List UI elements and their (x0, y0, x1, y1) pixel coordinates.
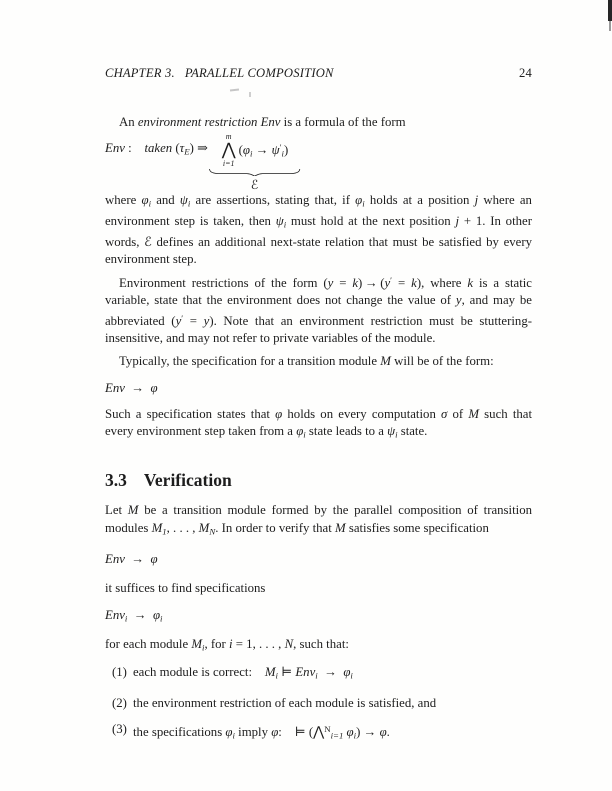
item-number: (3) (112, 722, 127, 736)
formula-braced-group (208, 133, 301, 192)
wedge-upper-limit: m (225, 131, 232, 141)
script-e-label: ℰ (250, 176, 259, 192)
formula-env-implies-phi-2: Env → φ (105, 551, 158, 566)
n-ary-and-icon: ⋀ (221, 139, 236, 160)
wedge-lower-limit: i=1 (222, 158, 235, 168)
list-item-3 (105, 721, 532, 745)
item-text: each module is correct: Mi ⊨ Envi → φi (133, 664, 353, 680)
running-head (105, 66, 532, 81)
chapter-title: PARALLEL COMPOSITION (184, 66, 334, 80)
running-head-chapter (105, 66, 334, 81)
formula-env-body: (φi → ψ′i) (238, 141, 289, 159)
list-item-2 (105, 695, 532, 713)
paragraph-env-restriction-intro: An environment restriction Env is a formula of the form (119, 115, 406, 129)
list-item-1 (105, 664, 532, 685)
scan-artifact-top-right (608, 0, 612, 21)
page-number: 24 (519, 66, 532, 80)
paragraph-typically: Typically, the specification for a transition module M will be of the form: (119, 353, 494, 368)
formula-env-implies-phi-1: Env → φ (105, 381, 158, 395)
chapter-label: CHAPTER 3. (105, 66, 175, 80)
big-wedge-operator (222, 133, 236, 168)
section-number: 3.3 (105, 470, 127, 490)
paragraph-it-suffices: it suffices to find specifications (105, 581, 266, 595)
item-number: (1) (112, 664, 127, 679)
paragraph-let-m: Let M be a transition module formed by the parallel composition of transition modules M1, . . . , MN. In order to verify that M satisfies some specification (105, 503, 532, 536)
item-number: (2) (112, 695, 127, 710)
underbrace-icon (208, 169, 301, 176)
item-text: the environment restriction of each module is satisfied, and (133, 695, 437, 710)
paragraph-env-restrictions-form: Environment restrictions of the form (y = k) → (y′ = k), where k is a static variable, state that the environment does not change the value of y, and may be abbreviated (y′ = y). Note that an environment restriction must be stuttering-insensitive, and may not refer to private variables of the module. (105, 274, 532, 345)
paragraph-for-each-module: for each module Mi, for i = 1, . . . , N, such that: (105, 636, 349, 652)
item-text: the specifications φi imply φ: ⊨ (⋀$^N$i=1 φi) → φ. (133, 724, 390, 741)
page-content (105, 66, 532, 745)
formula-env-definition (105, 133, 532, 192)
section-heading-verification (105, 470, 532, 490)
formula-env-i-implies-phi-i: Envi → φi (105, 607, 163, 623)
section-title: Verification (143, 470, 232, 490)
paragraph-where-assertions: where φi and ψi are assertions, stating that, if φi holds at a position j where an environment step is taken, then ψi must hold at the next position j + 1. In other words, ℰ defines an additional next-state relation that must be satisfied by every environment step. (105, 192, 532, 266)
formula-env-lead: Env : taken (τE) ⇒ (105, 140, 208, 156)
paragraph-such-a-specification: Such a specification states that φ holds on every computation σ of M such that every environment step taken from a φi state leads to a ψi state. (105, 406, 533, 440)
